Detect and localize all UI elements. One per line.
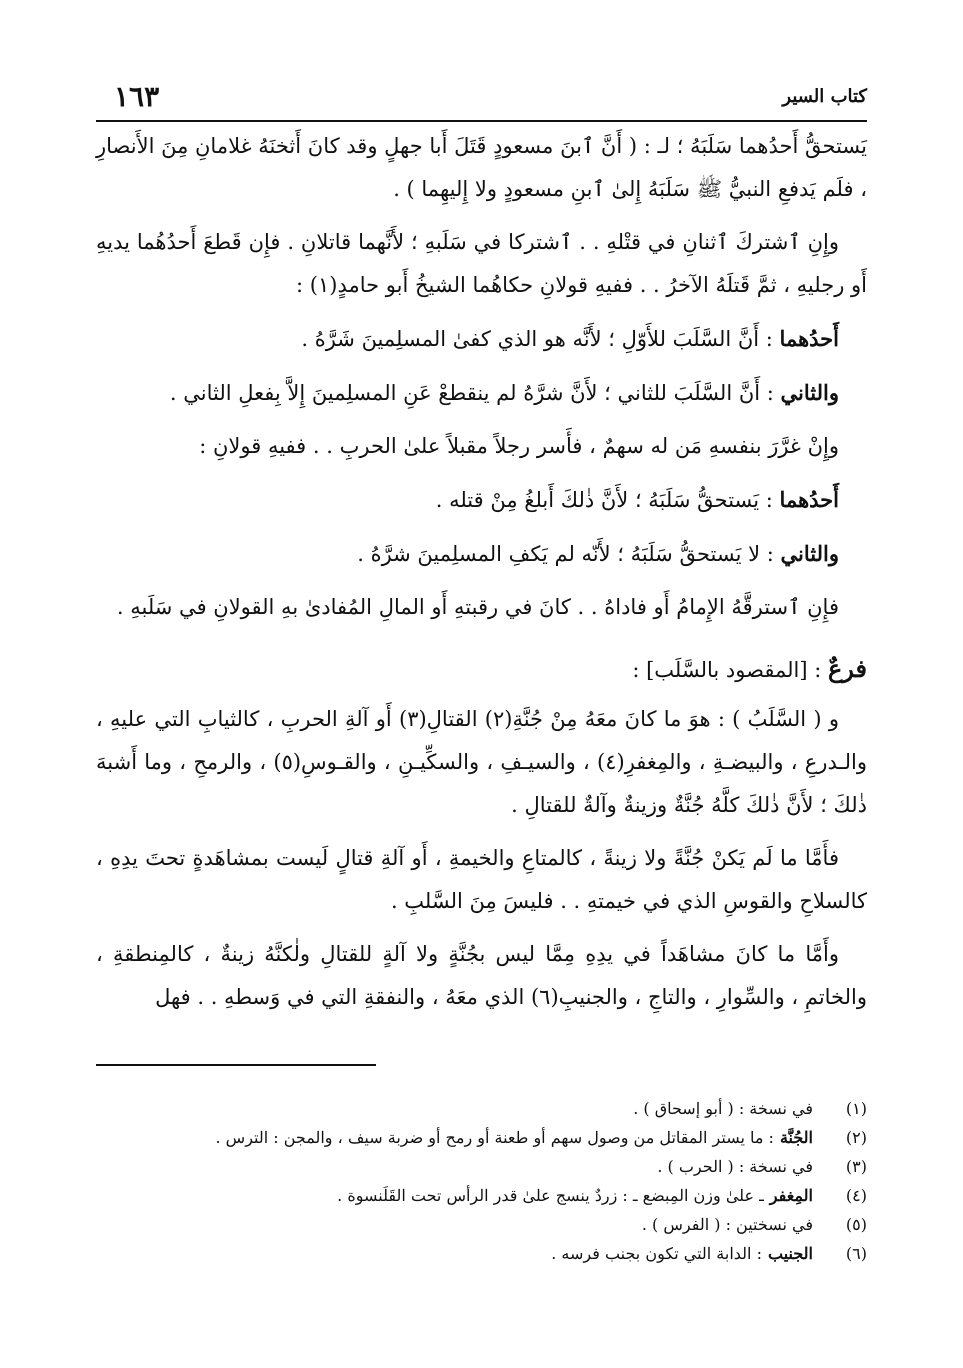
- paragraph-text: : لا يَستحقُّ سَلَبَهُ ؛ لأَنّه لم يَكفِ المسلِمينَ شرَّهُ .: [357, 542, 781, 566]
- footnote-text: في نسختين : ( الفرس ) .: [641, 1215, 813, 1234]
- paragraph-text: فأَمَّا ما لَم يَكنْ جُنَّةً ولا زينةً ، كالمتاعِ والخيمةِ ، أَو آلةِ قتالٍ لَيست بمشاهَدةٍ تحتَ يدِهِ ، كالسلاحِ والقوسِ الذي في خيمتهِ . . فليسَ مِنَ السَّلبِ .: [96, 846, 867, 913]
- section-heading-lead: فرعٌ: [827, 654, 867, 683]
- footnote-number: (٢): [845, 1128, 867, 1147]
- page-header: [96, 80, 867, 122]
- paragraph-text: فإِنِ ٱسترقَّهُ الإِمامُ أَو فاداهُ . . كانَ في رقبتهِ أَو المالِ المُفادىٰ بهِ القولانِ في سَلَبهِ .: [116, 595, 839, 619]
- book-title: كتاب السير: [782, 86, 867, 107]
- footnote-text: : ما يستر المقاتل من وصول سهم أو طعنة أو رمح أو ضربة سيف ، والمجن : الترس .: [215, 1128, 774, 1147]
- paragraph-lead: أَحدُهما: [779, 487, 839, 512]
- paragraph: [96, 425, 867, 468]
- footnote-term: الجُنَّة: [779, 1128, 813, 1147]
- footnotes: [96, 1094, 867, 1268]
- footnote: [96, 1210, 867, 1239]
- section-heading-text: : [المقصود بالسَّلَب] :: [632, 658, 828, 682]
- footnote-text: في نسخة : ( أبو إسحاق ) .: [633, 1099, 813, 1118]
- main-text: [96, 125, 867, 1029]
- footnote: [96, 1239, 867, 1268]
- footnote-number: (٣): [845, 1157, 867, 1176]
- footnote: [96, 1123, 867, 1152]
- footnote-number: (٥): [845, 1215, 867, 1234]
- footnote-number: (٤): [845, 1186, 867, 1205]
- paragraph-text: : يَستحقُّ سَلَبَهُ ؛ لأَنَّ ذٰلكَ أَبلغُ مِنْ قتله .: [435, 488, 780, 512]
- paragraph: [96, 317, 867, 361]
- footnote-text: في نسخة : ( الحرب ) .: [657, 1157, 813, 1176]
- paragraph: [96, 478, 867, 522]
- footnote: [96, 1094, 867, 1123]
- paragraph: [96, 586, 867, 629]
- paragraph: [96, 371, 867, 415]
- footnote-number: (١): [845, 1099, 867, 1118]
- paragraph-text: : أَنَّ السَّلَبَ للثاني ؛ لأَنَّ شرَّهُ لم ينقطعْ عَنِ المسلِمينَ إِلاَّ بِفعلِ الثاني .: [169, 381, 781, 405]
- paragraph: [96, 837, 867, 923]
- page-number: ١٦٣: [114, 80, 160, 113]
- paragraph-text: وأَمَّا ما كانَ مشاهَداً في يدِهِ مِمَّا ليس بجُنَّةٍ ولا آلةٍ للقتالِ ولٰكنَّهُ زينةٌ ، كالمِنطقةِ ، والخاتمِ ، والسِّوارِ ، والتاجِ ، والجنيبِ(٦) الذي معَهُ ، والنفقةِ التي في وَسطهِ . . فهل: [96, 942, 867, 1009]
- footnote-divider: [96, 1064, 376, 1066]
- paragraph-text: وإِنْ غرَّرَ بنفسهِ مَن له سهمٌ ، فأَسر رجلاً مقبلاً علىٰ الحربِ . . ففيهِ قولانِ :: [199, 434, 839, 458]
- paragraph: [96, 221, 867, 307]
- paragraph-text: يَستحقُّ أَحدُهما سَلَبَهُ ؛ لـ : ( أَنَّ ٱبنَ مسعودٍ قَتَلَ أَبا جهلٍ وقد كانَ أَثخنَهُ غلامانِ مِنَ الأَنصارِ ، فلَم يَدفعِ النبيُّ ﷺ سَلَبَهُ إِلىٰ ٱبنِ مسعودٍ ولا إِليهِما ) .: [96, 134, 867, 201]
- paragraph-lead: والثاني: [780, 541, 839, 566]
- section-heading: [96, 649, 867, 690]
- footnote-text: ـ علىٰ وزن المِبضع ـ : زردٌ ينسج علىٰ قدر الرأس تحت القَلَنسوة .: [337, 1186, 764, 1205]
- paragraph-text: وإِنِ ٱشتركَ ٱثنانِ في قتْلهِ . . ٱشتركا في سَلَبهِ ؛ لأَنَّهما قاتلانِ . فإِن قَطعَ أَحدُهُما يديهِ أَو رجليهِ ، ثمَّ قَتلَهُ الآخرُ . . ففيهِ قولانِ حكاهُما الشيخُ أَبو حامدٍ(١) :: [96, 230, 867, 297]
- paragraph: [96, 532, 867, 576]
- paragraph-text: و ( السَّلَبُ ) : هوَ ما كانَ معَهُ مِنْ جُنَّةِ(٢) القتالِ(٣) أَو آلةِ الحربِ ، كالثيابِ التي عليهِ ، والـدرعِ ، والبيضـةِ ، والمِغفرِ(٤) ، والسيـفِ ، والسكِّيـنِ ، والقـوسِ(٥) ، والرمحِ ، وما أَشبهَ ذٰلكَ ؛ لأَنَّ ذٰلكَ كلَّهُ جُنَّةٌ وزينةٌ وآلةٌ للقتالِ .: [96, 707, 867, 817]
- footnote-text: : الدابة التي تكون بجنب فرسه .: [551, 1244, 762, 1263]
- footnote: [96, 1152, 867, 1181]
- paragraph: [96, 125, 867, 211]
- footnote-term: الجنيب: [767, 1244, 813, 1263]
- footnote: [96, 1181, 867, 1210]
- paragraph-lead: أَحدُهما: [779, 326, 839, 351]
- paragraph-text: : أَنَّ السَّلَبَ للأَوّلِ ؛ لأَنَّه هو الذي كفىٰ المسلِمينَ شَرَّهُ .: [301, 327, 780, 351]
- paragraph: [96, 933, 867, 1019]
- footnote-term: المِغفر: [769, 1186, 813, 1205]
- paragraph: [96, 698, 867, 827]
- paragraph-lead: والثاني: [780, 380, 839, 405]
- footnote-number: (٦): [845, 1244, 867, 1263]
